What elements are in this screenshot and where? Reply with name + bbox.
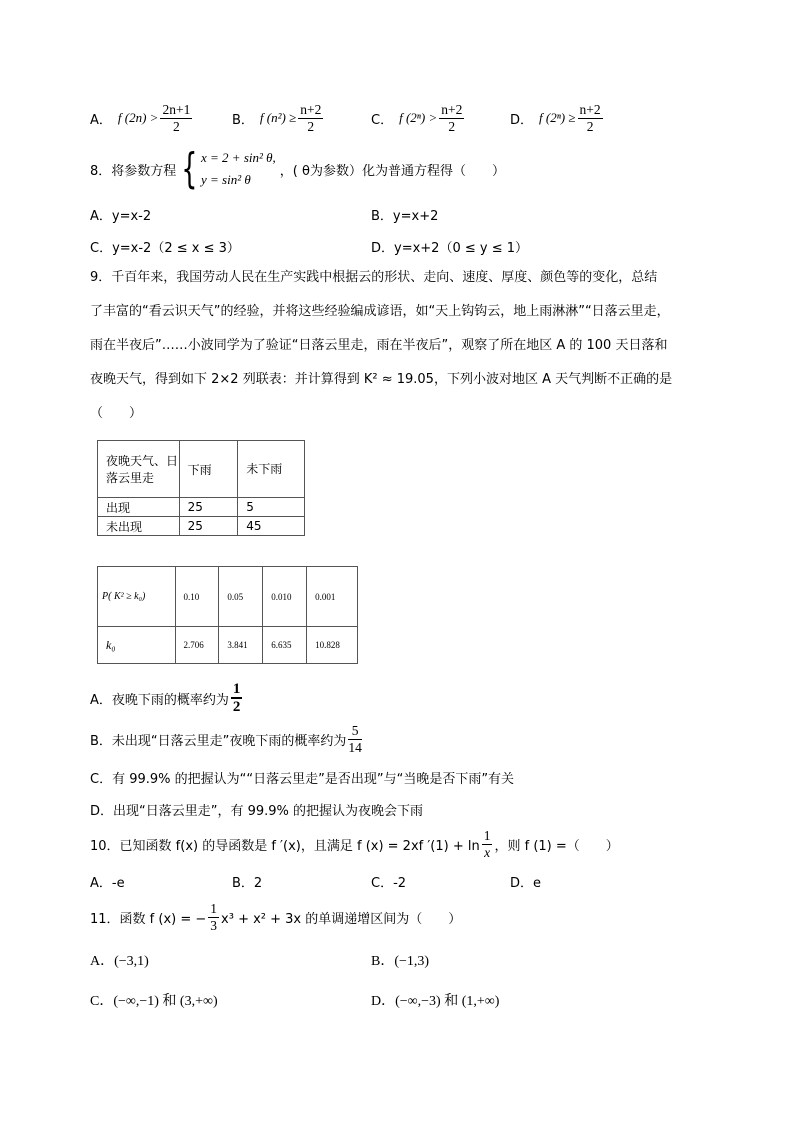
q9-option-a-text: A．夜晚下雨的概率约为 (90, 692, 229, 708)
table-cell: 5 (238, 498, 305, 517)
q7-option-b-fraction: $\frac{n+2}{2}$ (300, 101, 322, 134)
table-cell: 未出现 (98, 517, 180, 536)
q10-option-a: A．-e (90, 876, 125, 891)
q7-option-a (90, 98, 194, 138)
table-cell: 10.828 (307, 627, 358, 664)
q8-option-b: B．y=x+2 (371, 209, 439, 224)
q9-option-b-text: B．未出现“日落云里走”夜晚下雨的概率约为 (90, 733, 347, 749)
table-cell: 45 (238, 517, 305, 536)
q8-option-a: A．y=x-2 (90, 209, 152, 224)
q10-option-d: D．e (510, 876, 542, 891)
table-cell: 2.706 (175, 627, 219, 664)
q10-suffix: ，则 f (1) =（ ） (494, 838, 619, 854)
table-cell: 0.05 (219, 567, 263, 627)
q9-option-a-fraction: $\frac{1}{2}$ (232, 681, 241, 715)
q7-option-c (371, 98, 466, 138)
table-header-cell: 夜晚天气、日落云里走 (98, 441, 180, 498)
table-header-cell: 下雨 (179, 441, 238, 498)
q11-option-d: D．(−∞,−3) 和 (1,+∞) (371, 994, 500, 1009)
q9-line-3: 雨在半夜后”……小波同学为了验证“日落云里走，雨在半夜后”，观察了所在地区 A 的 100 天日落和 (90, 338, 668, 353)
q10-option-b: B．2 (232, 876, 263, 891)
table-cell: 3.841 (219, 627, 263, 664)
q10-fraction: $\frac{1}{x}$ (483, 827, 491, 860)
q9-line-4: 夜晚天气，得到如下 2×2 列联表：并计算得到 K² ≈ 19.05，下列小波对地区 A 天气判断不正确的是 (90, 372, 673, 387)
q7-option-d-fraction: $\frac{n+2}{2}$ (579, 101, 601, 134)
table-cell: 25 (179, 517, 238, 536)
q11-option-c: C．(−∞,−1) 和 (3,+∞) (90, 994, 218, 1009)
q7-option-d-label: D． (510, 112, 534, 128)
q8-equation-system (201, 147, 276, 191)
q7-option-b (232, 98, 325, 138)
q8-stem (90, 146, 505, 192)
brace-icon: { (181, 144, 198, 193)
q9-line-2: 了丰富的“看云识天气”的经验，并将这些经验编成谚语，如“天上钩钩云，地上雨淋淋”“日落云里走， (90, 304, 670, 319)
q8-equation-1: x = 2 + sin² θ, (201, 150, 276, 165)
table-row (98, 498, 305, 517)
q8-suffix: ，( θ为参数）化为普通方程得（ ） (279, 163, 505, 179)
q9-line-1: 9．千百年来，我国劳动人民在生产实践中根据云的形状、走向、速度、厚度、颜色等的变化，总结 (90, 270, 658, 285)
q7-option-b-lhs: f (n²) ≥ (259, 110, 297, 125)
q9-stem (90, 261, 705, 431)
q8-prefix: 8．将参数方程 (90, 163, 177, 179)
q7-option-c-fraction: $\frac{n+2}{2}$ (441, 101, 463, 134)
q9-option-b-fraction: $\frac{5}{14}$ (348, 722, 362, 755)
q7-option-d (510, 98, 605, 138)
q7-option-c-lhs: f (2ⁿ) > (399, 110, 438, 125)
q7-option-c-label: C． (371, 112, 394, 128)
q8-option-d: D．y=x+2（0 ≤ y ≤ 1） (371, 241, 529, 256)
q7-option-b-label: B． (232, 112, 254, 128)
table-row (98, 627, 358, 664)
contingency-table (97, 440, 305, 536)
q8-option-c: C．y=x-2（2 ≤ x ≤ 3） (90, 241, 240, 256)
table-cell: 出现 (98, 498, 180, 517)
table-header-cell: k₀ (98, 627, 176, 664)
q11-stem (90, 898, 461, 936)
q7-option-a-label: A． (90, 112, 112, 128)
table-cell: 25 (179, 498, 238, 517)
q7-option-a-lhs: f (2n) > (117, 110, 159, 125)
q9-option-b (90, 720, 364, 758)
table-cell: 0.001 (307, 567, 358, 627)
table-header-cell: P( K² ≥ k₀) (98, 567, 176, 627)
q10-prefix: 10．已知函数 f(x) 的导函数是 f ′(x)，且满足 f (x) = 2xf ′(1) + ln (90, 838, 480, 854)
table-row (98, 567, 358, 627)
table-header-cell: 未下雨 (238, 441, 305, 498)
q10-stem (90, 825, 619, 863)
q11-option-a: A．(−3,1) (90, 954, 149, 969)
table-row (98, 517, 305, 536)
table-cell: 0.10 (175, 567, 219, 627)
q9-option-d: D．出现“日落云里走”，有 99.9% 的把握认为夜晚会下雨 (90, 804, 424, 819)
q11-fraction: $\frac{1}{3}$ (210, 900, 218, 933)
table-row (98, 441, 305, 498)
table-cell: 6.635 (263, 627, 307, 664)
q8-equation-2: y = sin² θ (201, 172, 251, 187)
critical-value-table (97, 566, 358, 664)
q11-suffix: x³ + x² + 3x 的单调递增区间为（ ） (221, 911, 462, 927)
q11-prefix: 11．函数 f (x) = − (90, 911, 207, 927)
q11-option-b: B．(−1,3) (371, 954, 430, 969)
q10-option-c: C．-2 (371, 876, 407, 891)
table-cell: 0.010 (263, 567, 307, 627)
q9-line-5: （ ） (90, 406, 143, 421)
q7-option-d-lhs: f (2ⁿ) ≥ (539, 110, 576, 125)
q9-option-c: C．有 99.9% 的把握认为““日落云里走”是否出现”与“当晚是否下雨”有关 (90, 772, 515, 787)
q9-option-a (90, 680, 244, 716)
q7-option-a-fraction: $\frac{2n+1}{2}$ (162, 101, 191, 134)
